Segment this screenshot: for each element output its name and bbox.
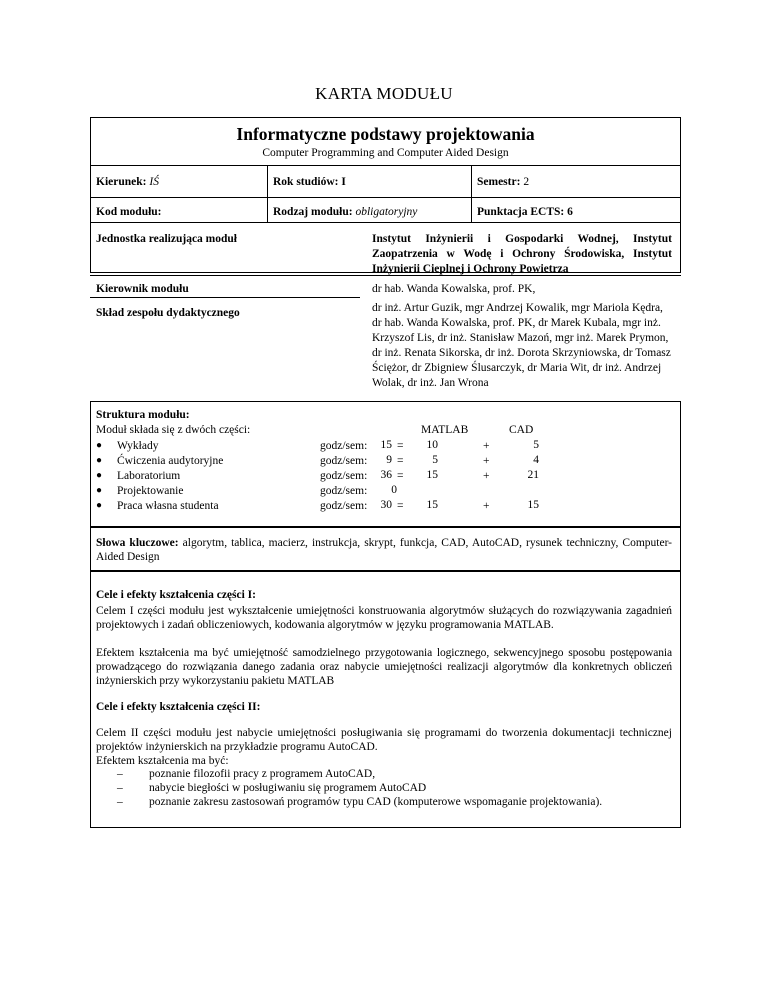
row-total: 36 [380,469,392,481]
row-name: Ćwiczenia audytoryjne [117,455,224,467]
dash-icon: – [117,768,123,780]
goals1-heading: Cele i efekty kształcenia części I: [96,589,256,601]
divider [90,297,360,298]
list-item-text: poznanie zakresu zastosowań programów typu CAD (komputerowe wspomaganie projektowania). [149,796,603,808]
team-value: dr inż. Artur Guzik, mgr Andrzej Kowalik, mgr Mariola Kędra, dr hab. Wanda Kowalska, prof. PK, dr Marek Kubala, mgr inż. Krzyszof Lis, dr inż. Stanisław Mazoń, mgr inż. Marek Prymon, dr inż. Renata Sikorska, dr inż. Dorota Skrzyniowska, dr Tomasz Ściężor, dr Zbigniew Ślusarczyk, dr Maria Wit, dr inż. Andrzej Wolak, dr inż. Jan Wrona [372,302,671,389]
divider [90,197,681,198]
row-plus: + [483,455,490,467]
bullet-icon: ● [96,485,103,496]
structure-heading: Struktura modułu: [96,409,190,421]
bullet-icon: ● [96,455,103,466]
row-name: Projektowanie [117,485,184,497]
keywords-value: algorytm, tablica, macierz, instrukcja, skrypt, funkcja, CAD, AutoCAD, rysunek techniczny, Computer-Aided Design [96,537,673,563]
bullet-icon: ● [96,500,103,511]
row-unit: godz/sem: [320,440,368,452]
semestr-label: Semestr: [477,176,521,188]
field-rodzaj [273,205,417,219]
row-cad: 15 [527,499,539,511]
col-cad: CAD [509,424,534,436]
row-unit: godz/sem: [320,485,368,497]
rodzaj-label: Rodzaj modułu: [273,206,353,218]
row-total: 9 [386,454,392,466]
kierunek-label: Kierunek: [96,176,147,188]
ects-value: 6 [567,206,573,218]
row-name: Laboratorium [117,470,181,482]
row-cad: 21 [527,469,539,481]
divider [267,165,268,222]
keywords-text [96,536,672,564]
unit-label: Jednostka realizująca moduł [96,233,237,245]
module-title: Informatyczne podstawy projektowania [236,124,535,144]
team-label: Skład zespołu dydaktycznego [96,307,240,319]
goals2-p1: Celem II części modułu jest nabycie umiejętności posługiwania się programami do tworzenia dokumentacji technicznej projektów inżynierskich na przykładzie programu AutoCAD. [96,727,672,753]
rok-value: I [341,176,346,188]
page-title: KARTA MODUŁU [315,84,453,103]
rodzaj-value: obligatoryjny [355,206,418,218]
goals-box [90,571,681,828]
goals1-p2: Efektem kształcenia ma być umiejętność samodzielnego przygotowania logicznego, sekwencyjnego sposobu postępowania prowadzącego do rozwiązania danego zadania oraz nabycie umiejętności realizacji algorytmów dla konkretnych obliczeń inżynierskich przy wykorzystaniu pakietu MATLAB [96,647,672,687]
row-eq: = [397,455,404,467]
field-rok [273,175,346,189]
row-eq: = [397,470,404,482]
field-semestr [477,175,529,189]
module-subtitle: Computer Programming and Computer Aided Design [262,147,509,159]
goals2-heading: Cele i efekty kształcenia części II: [96,701,261,713]
row-plus: + [483,440,490,452]
row-unit: godz/sem: [320,455,368,467]
row-unit: godz/sem: [320,470,368,482]
field-ects [477,205,573,219]
row-plus: + [483,500,490,512]
row-eq: = [397,500,404,512]
row-total: 0 [391,484,397,496]
row-plus: + [483,470,490,482]
bullet-icon: ● [96,470,103,481]
rok-label: Rok studiów: [273,176,339,188]
ects-label: Punktacja ECTS: [477,206,565,218]
unit-value: Instytut Inżynierii i Gospodarki Wodnej, Instytut Zaopatrzenia w Wodę i Ochrony Środowiska, Instytut Inżynierii Cieplnej i Ochrony Powietrza [372,233,672,275]
divider [90,165,681,166]
row-name: Wykłady [117,440,159,452]
keywords-box [90,527,681,571]
row-total: 30 [380,499,392,511]
head-label: Kierownik modułu [96,283,189,295]
row-total: 15 [380,439,392,451]
row-cad: 4 [533,454,539,466]
field-kierunek [96,175,159,189]
semestr-value: 2 [523,176,530,188]
bullet-icon: ● [96,440,103,451]
structure-intro: Moduł składa się z dwóch części: [96,424,251,436]
divider [471,165,472,222]
col-matlab: MATLAB [421,424,469,436]
head-value: dr hab. Wanda Kowalska, prof. PK, [372,283,536,295]
kod-label: Kod modułu: [96,206,162,218]
goals2-p2: Efektem kształcenia ma być: [96,755,229,767]
list-item-text: poznanie filozofii pracy z programem AutoCAD, [149,768,376,780]
row-eq: = [397,440,404,452]
kierunek-value: IŚ [149,176,159,188]
divider [90,275,681,276]
dash-icon: – [117,796,123,808]
dash-icon: – [117,782,123,794]
structure-box [90,401,681,527]
row-name: Praca własna studenta [117,500,219,512]
list-item-text: nabycie biegłości w posługiwaniu się programem AutoCAD [149,782,427,794]
row-matlab: 5 [432,454,438,466]
row-matlab: 15 [426,469,438,481]
row-matlab: 15 [426,499,438,511]
keywords-label: Słowa kluczowe: [96,537,179,549]
row-cad: 5 [533,439,539,451]
goals1-p1: Celem I części modułu jest wykształcenie umiejętności konstruowania algorytmów służących do rozwiązywania zagadnień projektowych i zadań obliczeniowych, kodowania algorytmów w języku programowania MATLAB. [96,605,672,631]
row-unit: godz/sem: [320,500,368,512]
divider [90,222,681,223]
row-matlab: 10 [426,439,438,451]
